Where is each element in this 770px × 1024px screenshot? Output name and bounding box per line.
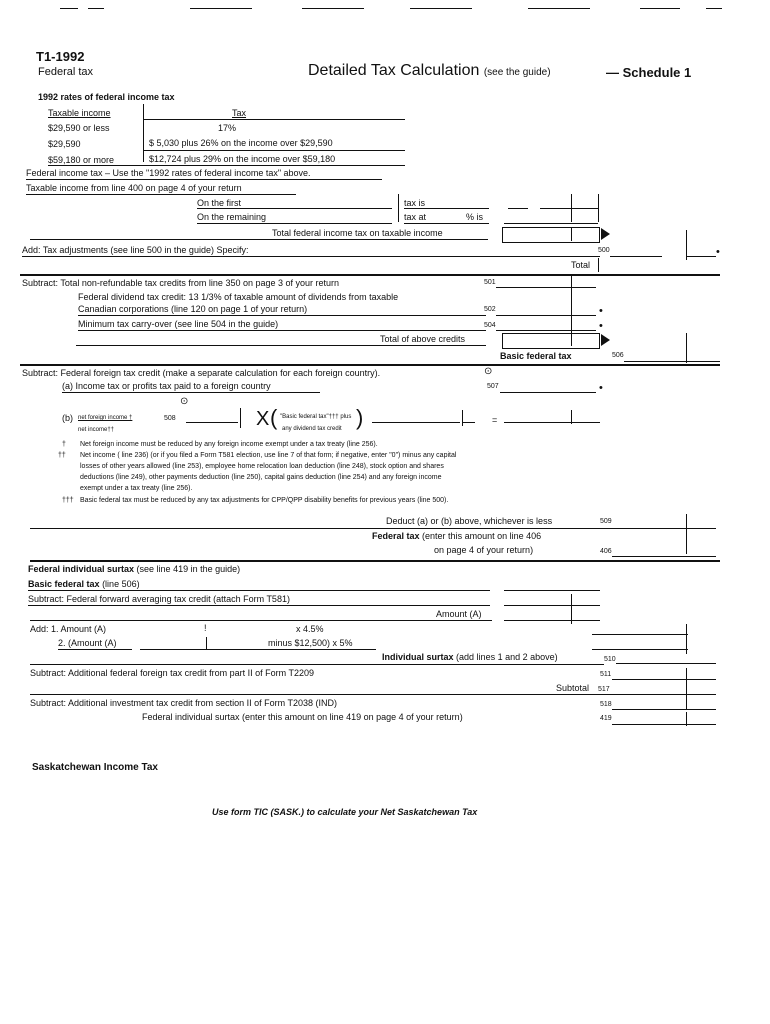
total-label: Total [571, 260, 591, 270]
rule [592, 634, 688, 635]
note3-text: Basic federal tax must be reduced by any tax adjustments for CPP/QPP disability benefits for previous years (line 500). [80, 497, 449, 504]
rates-tax-1: $ 5,030 plus 26% on the income over $29,590 [149, 138, 333, 148]
rule [76, 345, 486, 346]
bullet: • [599, 382, 603, 394]
scan-mark [528, 8, 590, 9]
rule [404, 223, 489, 224]
fed-ind-surtax-label: Federal individual surtax (enter this amount on line 419 on page 4 of your return) [142, 712, 463, 722]
rule [508, 208, 528, 209]
page-title: Detailed Tax Calculation (see the guide) [308, 62, 551, 79]
rule [30, 620, 492, 621]
rule [78, 330, 486, 331]
rates-rule [143, 119, 405, 120]
rule [504, 422, 600, 423]
rates-heading: 1992 rates of federal income tax [38, 92, 175, 102]
rule [496, 330, 596, 331]
rule [500, 392, 596, 393]
divider [462, 410, 463, 426]
scan-mark [60, 8, 78, 9]
line-419: 419 [600, 715, 612, 722]
rule [592, 649, 688, 650]
div-credit-label-2: Canadian corporations (line 120 on page 1 of your return) [78, 304, 308, 314]
divider [686, 514, 687, 554]
divider [686, 668, 687, 710]
basic-fed-label: Basic federal tax [500, 351, 572, 361]
divider [571, 410, 572, 424]
rule [197, 223, 392, 224]
rule [612, 556, 716, 557]
rule [504, 605, 600, 606]
subtract-ftc-label: Subtract: Federal foreign tax credit (make a separate calculation for each foreign country). [22, 368, 381, 378]
line-500: 500 [598, 247, 610, 254]
divider [598, 258, 599, 272]
scan-mark [706, 8, 722, 9]
line-518: 518 [600, 701, 612, 708]
rule [26, 194, 296, 195]
paren-right: ) [356, 405, 364, 430]
deduct-label: Deduct (a) or (b) above, whichever is less [386, 516, 553, 526]
div-credit-label-1: Federal dividend tax credit: 13 1/3% of taxable amount of dividends from taxable [78, 292, 399, 302]
fed-tax-label: Federal tax (enter this amount on line 406 [372, 531, 542, 541]
rule [30, 239, 488, 240]
rule [612, 709, 716, 710]
rule [463, 422, 475, 423]
form-id: T1-1992 [36, 49, 85, 64]
rule [28, 605, 490, 606]
rule [28, 590, 490, 591]
rates-rule [143, 150, 405, 151]
section-rule [20, 364, 720, 366]
total-fit-label: Total federal income tax on taxable income [272, 228, 443, 238]
basic-fed-surtax: Basic federal tax (line 506) [28, 579, 140, 589]
min-tax-label: Minimum tax carry-over (see line 504 in the guide) [78, 319, 279, 329]
minus-label: minus $12,500) x 5% [268, 638, 353, 648]
tick: ! [204, 623, 207, 633]
bullet: • [716, 246, 720, 258]
rule [686, 256, 716, 257]
ind-surtax-label: Individual surtax (add lines 1 and 2 above) [382, 652, 558, 662]
rule [616, 663, 716, 664]
divider [206, 637, 207, 649]
rule [197, 208, 392, 209]
net-foreign-label: net foreign income † [78, 415, 133, 421]
line-511: 511 [600, 671, 612, 678]
scan-mark [302, 8, 364, 9]
rule [22, 256, 600, 257]
scan-mark [190, 8, 252, 9]
form-subtitle: Federal tax [38, 66, 94, 78]
sask-heading: Saskatchewan Income Tax [32, 762, 158, 773]
rule [372, 422, 460, 423]
sub-invest-label: Subtract: Additional investment tax credit from section II of Form T2038 (IND) [30, 698, 337, 708]
divider [686, 712, 687, 726]
rule [30, 664, 604, 665]
rule [78, 315, 486, 316]
divider [686, 333, 687, 363]
basic-fed-tax-label: "Basic federal tax"††† plus [280, 414, 352, 420]
add-1-label: Add: 1. Amount (A) [30, 624, 107, 634]
section-rule [30, 560, 720, 562]
add-2-label: 2. (Amount (A) [58, 638, 117, 648]
rates-income-1: $29,590 [48, 139, 81, 149]
note2-text: deductions (line 249), other payments deduction (line 250), capital gains deduction (line 254) and any foreign income [80, 474, 442, 481]
line-510: 510 [604, 656, 616, 663]
line-517: 517 [598, 686, 610, 693]
schedule-label: — Schedule 1 [606, 65, 692, 80]
divider [598, 194, 599, 222]
note2-text: Net income ( line 236) (or if you filed a Form T581 election, use line 7 of that form; if negative, enter "0") minus any capital [80, 452, 457, 459]
line-506: 506 [612, 352, 624, 359]
line-509: 509 [600, 518, 612, 525]
rule [140, 649, 376, 650]
line-501: 501 [484, 279, 496, 286]
rates-tax-2: $12,724 plus 29% on the income over $59,180 [149, 154, 336, 164]
rates-divider [143, 104, 144, 162]
on-remaining-label: On the remaining [197, 212, 267, 222]
fed-tax-note: on page 4 of your return) [434, 545, 534, 555]
rule [30, 694, 612, 695]
rule [612, 724, 716, 725]
note1-mark: † [62, 441, 66, 448]
scan-mark [410, 8, 472, 9]
rule [504, 620, 600, 621]
circled-dot-icon: ⊙ [180, 396, 189, 407]
scan-mark [640, 8, 680, 9]
rule [612, 679, 716, 680]
rule [624, 361, 720, 362]
sub-addl-ftc-label: Subtract: Additional federal foreign tax credit from part II of Form T2209 [30, 668, 314, 678]
ftc-a-label: (a) Income tax or profits tax paid to a foreign country [62, 381, 271, 391]
rule [504, 590, 600, 591]
rule [404, 208, 489, 209]
any-div-label: any dividend tax credit [282, 426, 342, 432]
rates-tax-0: 17% [218, 123, 237, 133]
section-rule [20, 274, 720, 276]
tax-at-label: tax at [404, 212, 427, 222]
rates-income-0: $29,590 or less [48, 123, 110, 133]
line-504: 504 [484, 322, 496, 329]
scan-mark [88, 8, 104, 9]
total-above-label: Total of above credits [380, 334, 466, 344]
bullet: • [599, 305, 603, 317]
rule [612, 694, 716, 695]
line-502: 502 [484, 306, 496, 313]
arrow-right-icon [601, 228, 610, 240]
rule [610, 256, 662, 257]
x45-label: x 4.5% [296, 624, 324, 634]
line-406: 406 [600, 548, 612, 555]
add-adjust-label: Add: Tax adjustments (see line 500 in the guide) Specify: [22, 245, 249, 255]
note2-mark: †† [58, 452, 66, 459]
note2-text: exempt under a tax treaty (line 256). [80, 485, 193, 492]
rule [540, 208, 598, 209]
multiply-sign: X [256, 408, 270, 430]
total-credits-field[interactable] [502, 333, 600, 349]
rates-col-income: Taxable income [48, 108, 111, 118]
subtotal-label: Subtotal [556, 683, 590, 693]
surtax-heading: Federal individual surtax (see line 419 in the guide) [28, 564, 241, 574]
rule [612, 528, 716, 529]
rule [504, 223, 598, 224]
amount-a-label: Amount (A) [436, 609, 482, 619]
note1-text: Net foreign income must be reduced by any foreign income exempt under a tax treaty (line 256). [80, 441, 378, 448]
rule [58, 649, 132, 650]
bullet: • [599, 320, 603, 332]
rule [496, 315, 596, 316]
on-first-label: On the first [197, 198, 242, 208]
rates-rule [48, 165, 405, 166]
rule [186, 422, 238, 423]
equals-sign: = [492, 415, 498, 425]
rates-col-tax: Tax [232, 108, 247, 118]
rule [26, 179, 382, 180]
total-fit-field[interactable] [502, 227, 600, 243]
net-income-label: net income†† [78, 427, 115, 433]
ftc-b-label: (b) [62, 413, 73, 423]
note3-mark: ††† [62, 497, 74, 504]
divider [240, 408, 241, 428]
rule [62, 392, 320, 393]
line-507: 507 [487, 383, 499, 390]
rule [30, 528, 612, 529]
note2-text: losses of other years allowed (line 253), employee home relocation loan deduction (line 248), stock option and shares [80, 463, 444, 470]
paren-left: ( [270, 405, 278, 430]
subtract-fwd-label: Subtract: Federal forward averaging tax credit (attach Form T581) [28, 594, 290, 604]
divider [398, 194, 399, 222]
pct-is-label: % is [466, 212, 484, 222]
arrow-right-icon [601, 334, 610, 346]
rates-income-2: $59,180 or more [48, 155, 115, 165]
tax-is-label: tax is [404, 198, 426, 208]
circled-dot-icon: ⊙ [484, 366, 493, 377]
line-508: 508 [164, 415, 176, 422]
line400-label: Taxable income from line 400 on page 4 of your return [26, 183, 242, 193]
sask-note: Use form TIC (SASK.) to calculate your Net Saskatchewan Tax [212, 807, 478, 817]
fit-heading: Federal income tax – Use the "1992 rates of federal income tax" above. [26, 168, 311, 178]
divider [571, 227, 572, 241]
rule [496, 287, 596, 288]
subtract-nonref-label: Subtract: Total non-refundable tax credits from line 350 on page 3 of your return [22, 278, 340, 288]
